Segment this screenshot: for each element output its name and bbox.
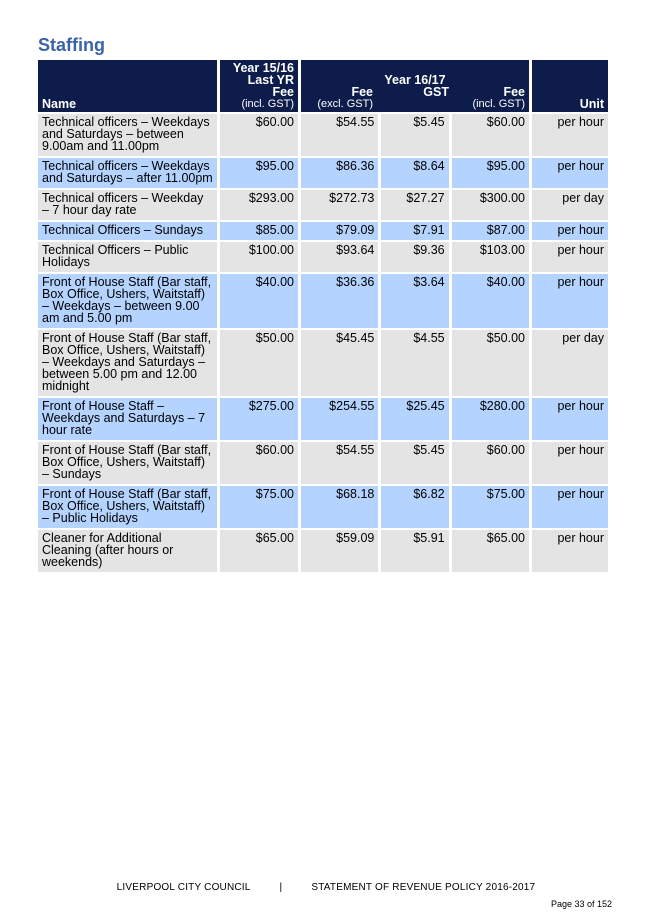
header-gst — [377, 86, 453, 112]
cell-name: Front of House Staff – Weekdays and Saturdays – 7 hour rate — [38, 396, 217, 440]
table-row — [38, 528, 608, 572]
table-row — [38, 440, 608, 484]
footer-council: LIVERPOOL CITY COUNCIL — [116, 882, 251, 893]
cell-last-yr-fee: $293.00 — [220, 188, 298, 220]
cell-name: Front of House Staff (Bar staff, Box Office, Ushers, Waitstaff) – Weekdays and Saturdays – between 5.00 pm and 12.00 midnight — [38, 328, 217, 396]
header-fee-incl-label: Fee — [503, 85, 525, 99]
cell-unit: per hour — [532, 240, 608, 272]
cell-gst: $9.36 — [381, 240, 448, 272]
cell-name: Cleaner for Additional Cleaning (after hours or weekends) — [38, 528, 217, 572]
fees-table — [35, 60, 611, 572]
table-row — [38, 220, 608, 240]
cell-gst: $7.91 — [381, 220, 448, 240]
cell-name: Technical officers – Weekday – 7 hour day rate — [38, 188, 217, 220]
table-row — [38, 328, 608, 396]
table-row — [38, 156, 608, 188]
table-row — [38, 112, 608, 156]
header-fee-excl — [301, 86, 377, 112]
footer — [0, 882, 652, 893]
header-year-prev: Year 15/16 — [232, 61, 294, 75]
cell-unit: per hour — [532, 156, 608, 188]
cell-fee-incl: $40.00 — [452, 272, 529, 328]
cell-unit: per day — [532, 188, 608, 220]
header-name: Name — [38, 60, 217, 112]
section-title: Staffing — [38, 35, 105, 55]
cell-last-yr-fee: $85.00 — [220, 220, 298, 240]
cell-fee-incl: $280.00 — [452, 396, 529, 440]
cell-fee-incl: $103.00 — [452, 240, 529, 272]
cell-fee-incl: $60.00 — [452, 440, 529, 484]
cell-last-yr-fee: $100.00 — [220, 240, 298, 272]
cell-name: Technical officers – Weekdays and Saturdays – between 9.00am and 11.00pm — [38, 112, 217, 156]
cell-name: Front of House Staff (Bar staff, Box Office, Ushers, Waitstaff) – Sundays — [38, 440, 217, 484]
cell-fee-excl: $272.73 — [301, 188, 378, 220]
cell-unit: per hour — [532, 396, 608, 440]
header-fee-excl-label: Fee — [351, 85, 373, 99]
cell-unit: per hour — [532, 272, 608, 328]
cell-unit: per hour — [532, 484, 608, 528]
cell-last-yr-fee: $60.00 — [220, 440, 298, 484]
cell-last-yr-fee: $60.00 — [220, 112, 298, 156]
cell-gst: $4.55 — [381, 328, 448, 396]
header-year-curr: Year 16/17 — [384, 73, 446, 87]
cell-last-yr-fee: $65.00 — [220, 528, 298, 572]
cell-gst: $25.45 — [381, 396, 448, 440]
cell-fee-incl: $60.00 — [452, 112, 529, 156]
header-gst-label: GST — [423, 85, 449, 99]
cell-unit: per hour — [532, 112, 608, 156]
cell-last-yr-fee: $275.00 — [220, 396, 298, 440]
cell-gst: $5.91 — [381, 528, 448, 572]
cell-gst: $27.27 — [381, 188, 448, 220]
cell-last-yr-fee: $50.00 — [220, 328, 298, 396]
cell-gst: $3.64 — [381, 272, 448, 328]
cell-unit: per hour — [532, 220, 608, 240]
cell-fee-excl: $45.45 — [301, 328, 378, 396]
header-last-yr-fee — [220, 60, 298, 112]
cell-fee-incl: $75.00 — [452, 484, 529, 528]
cell-last-yr-fee: $40.00 — [220, 272, 298, 328]
cell-fee-excl: $59.09 — [301, 528, 378, 572]
cell-name: Technical Officers – Sundays — [38, 220, 217, 240]
footer-separator: | — [279, 882, 283, 893]
header-unit: Unit — [532, 60, 608, 112]
cell-fee-excl: $68.18 — [301, 484, 378, 528]
cell-name: Technical Officers – Public Holidays — [38, 240, 217, 272]
table-row — [38, 188, 608, 220]
cell-gst: $5.45 — [381, 112, 448, 156]
cell-gst: $8.64 — [381, 156, 448, 188]
header-last-yr-fee-sub: (incl. GST) — [241, 98, 294, 110]
page-number: Page 33 of 152 — [550, 899, 612, 909]
cell-last-yr-fee: $95.00 — [220, 156, 298, 188]
header-last-yr-fee-label: Last YR Fee — [247, 73, 294, 99]
table-row — [38, 396, 608, 440]
cell-fee-excl: $86.36 — [301, 156, 378, 188]
cell-fee-incl: $300.00 — [452, 188, 529, 220]
fees-table-body — [38, 112, 608, 572]
header-year-curr-group — [301, 60, 529, 112]
cell-name: Front of House Staff (Bar staff, Box Office, Ushers, Waitstaff) – Weekdays – between 9.00 am and 5.00 pm — [38, 272, 217, 328]
cell-fee-incl: $95.00 — [452, 156, 529, 188]
cell-name: Front of House Staff (Bar staff, Box Office, Ushers, Waitstaff) – Public Holidays — [38, 484, 217, 528]
cell-fee-excl: $54.55 — [301, 112, 378, 156]
cell-fee-incl: $87.00 — [452, 220, 529, 240]
cell-fee-excl: $93.64 — [301, 240, 378, 272]
cell-name: Technical officers – Weekdays and Saturdays – after 11.00pm — [38, 156, 217, 188]
cell-fee-excl: $79.09 — [301, 220, 378, 240]
cell-fee-excl: $36.36 — [301, 272, 378, 328]
header-fee-excl-sub: (excl. GST) — [317, 98, 373, 110]
table-row — [38, 272, 608, 328]
cell-gst: $5.45 — [381, 440, 448, 484]
cell-unit: per hour — [532, 440, 608, 484]
cell-fee-excl: $254.55 — [301, 396, 378, 440]
header-fee-incl-sub: (incl. GST) — [472, 98, 525, 110]
header-fee-incl — [453, 86, 529, 112]
cell-fee-incl: $50.00 — [452, 328, 529, 396]
cell-unit: per day — [532, 328, 608, 396]
table-row — [38, 240, 608, 272]
footer-document: STATEMENT OF REVENUE POLICY 2016-2017 — [311, 882, 536, 893]
cell-last-yr-fee: $75.00 — [220, 484, 298, 528]
cell-unit: per hour — [532, 528, 608, 572]
table-row — [38, 484, 608, 528]
cell-fee-incl: $65.00 — [452, 528, 529, 572]
table-header-row — [38, 60, 608, 112]
cell-gst: $6.82 — [381, 484, 448, 528]
cell-fee-excl: $54.55 — [301, 440, 378, 484]
